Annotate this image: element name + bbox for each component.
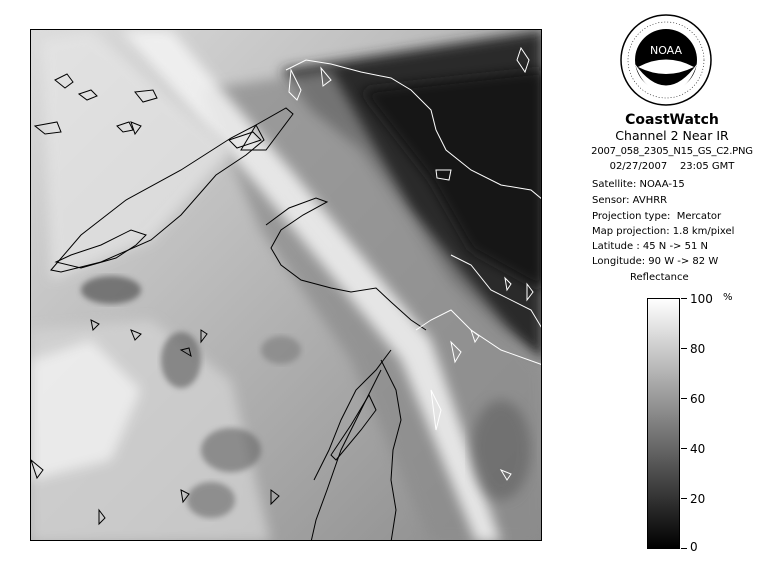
scale-label-40: 40 bbox=[690, 442, 706, 456]
scale-label-0: 0 bbox=[690, 540, 698, 554]
datetime-label bbox=[566, 160, 778, 173]
filename-label: 2007_058_2305_N15_GS_C2.PNG bbox=[591, 146, 753, 157]
scale-tick bbox=[681, 298, 687, 299]
scale-tick bbox=[681, 348, 687, 349]
map-projection-label: Map projection: 1.8 km/pixel bbox=[592, 226, 735, 237]
time-label: 23:05 GMT bbox=[679, 161, 735, 172]
scale-unit: % bbox=[723, 292, 733, 303]
scale-tick bbox=[681, 448, 687, 449]
scale-tick bbox=[681, 398, 687, 399]
date-label: 02/27/2007 bbox=[609, 161, 668, 172]
reflectance-colorbar bbox=[647, 298, 680, 549]
longitude-label: Longitude: 90 W -> 82 W bbox=[592, 256, 719, 267]
logo-text: NOAA bbox=[649, 44, 683, 57]
scale-label-20: 20 bbox=[690, 492, 706, 506]
scale-label-60: 60 bbox=[690, 392, 706, 406]
projection-type-label: Projection type: Mercator bbox=[592, 211, 722, 222]
reflectance-title: Reflectance bbox=[630, 272, 689, 283]
noaa-logo bbox=[618, 12, 714, 108]
satellite-image[interactable] bbox=[30, 29, 542, 541]
latitude-label: Latitude : 45 N -> 51 N bbox=[592, 241, 708, 252]
sensor-label: Sensor: AVHRR bbox=[592, 195, 668, 206]
scale-tick bbox=[681, 498, 687, 499]
channel-label: Channel 2 Near IR bbox=[615, 128, 729, 143]
scale-tick bbox=[681, 548, 687, 549]
satellite-label: Satellite: NOAA-15 bbox=[592, 179, 685, 190]
scale-label-100: 100 bbox=[690, 292, 713, 306]
cloud-field bbox=[31, 30, 542, 541]
scale-label-80: 80 bbox=[690, 342, 706, 356]
app-title: CoastWatch bbox=[625, 112, 719, 128]
